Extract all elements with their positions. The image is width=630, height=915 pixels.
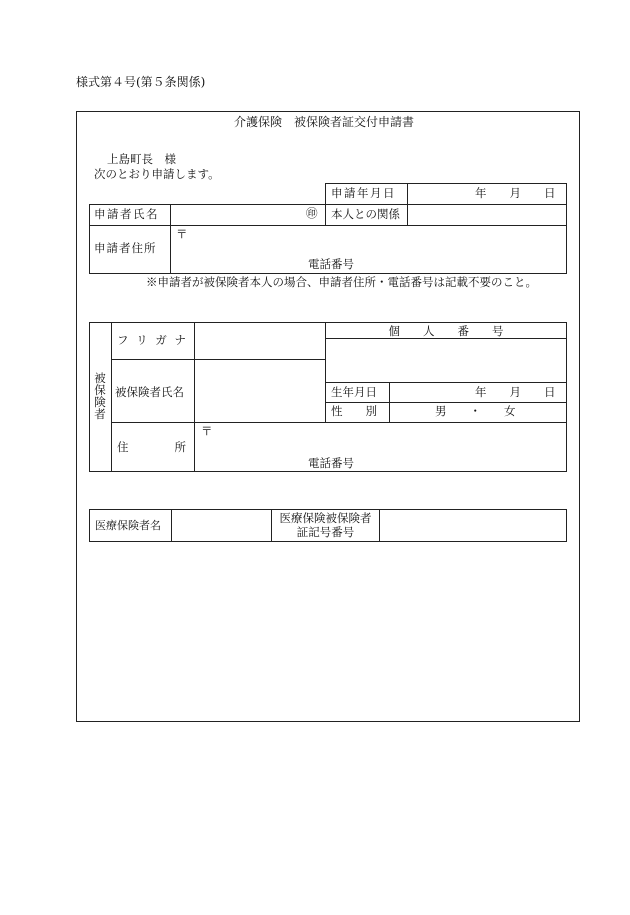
applicant-address-field[interactable]	[190, 226, 565, 256]
sex-choice[interactable]: 男 ・ 女	[435, 404, 516, 418]
form-number: 様式第４号(第５条関係)	[76, 75, 206, 89]
insured-phone-label: 電話番号	[308, 456, 354, 470]
intro-text: 次のとおり申請します。	[94, 167, 220, 181]
addressee: 上島町長 様	[107, 152, 176, 166]
applicant-address-label: 申請者住所	[94, 241, 157, 255]
insured-name-label: 被保険者氏名	[115, 385, 184, 399]
insurance-card-number-label: 医療保険被保険者証記号番号	[279, 511, 372, 539]
my-number-label: 個 人 番 号	[388, 324, 504, 338]
applicant-note: ※申請者が被保険者本人の場合、申請者住所・電話番号は記載不要のこと。	[146, 275, 537, 289]
insured-postal-mark: 〒	[201, 424, 213, 438]
my-number-field[interactable]	[326, 339, 565, 381]
birth-date-label: 生年月日	[331, 385, 377, 399]
insured-side-label: 被保険者	[94, 371, 106, 422]
insurance-card-number-field[interactable]	[380, 510, 565, 541]
applicant-name-field[interactable]	[171, 205, 301, 224]
furigana-field[interactable]	[195, 323, 324, 358]
form-title: 介護保険 被保険者証交付申請書	[234, 115, 415, 129]
insured-name-field[interactable]	[195, 360, 324, 421]
relation-label: 本人との関係	[331, 207, 400, 221]
applicant-postal-mark: 〒	[176, 227, 188, 241]
seal-mark: ㊞	[306, 206, 318, 220]
sex-label: 性 別	[331, 404, 377, 418]
applicant-name-label: 申請者氏名	[94, 207, 159, 221]
insured-address-label: 住 所	[117, 440, 186, 454]
furigana-label: フ リ ガ ナ	[117, 333, 188, 347]
birth-date-field[interactable]: 年 月 日	[475, 385, 556, 399]
medical-insurer-field[interactable]	[172, 510, 270, 541]
application-date-field[interactable]: 年 月 日	[475, 186, 556, 200]
insured-address-field[interactable]	[215, 423, 565, 455]
medical-insurer-label: 医療保険者名	[95, 519, 161, 532]
application-date-label: 申請年月日	[331, 186, 396, 200]
relation-field[interactable]	[408, 205, 565, 224]
applicant-phone-label: 電話番号	[308, 257, 354, 271]
